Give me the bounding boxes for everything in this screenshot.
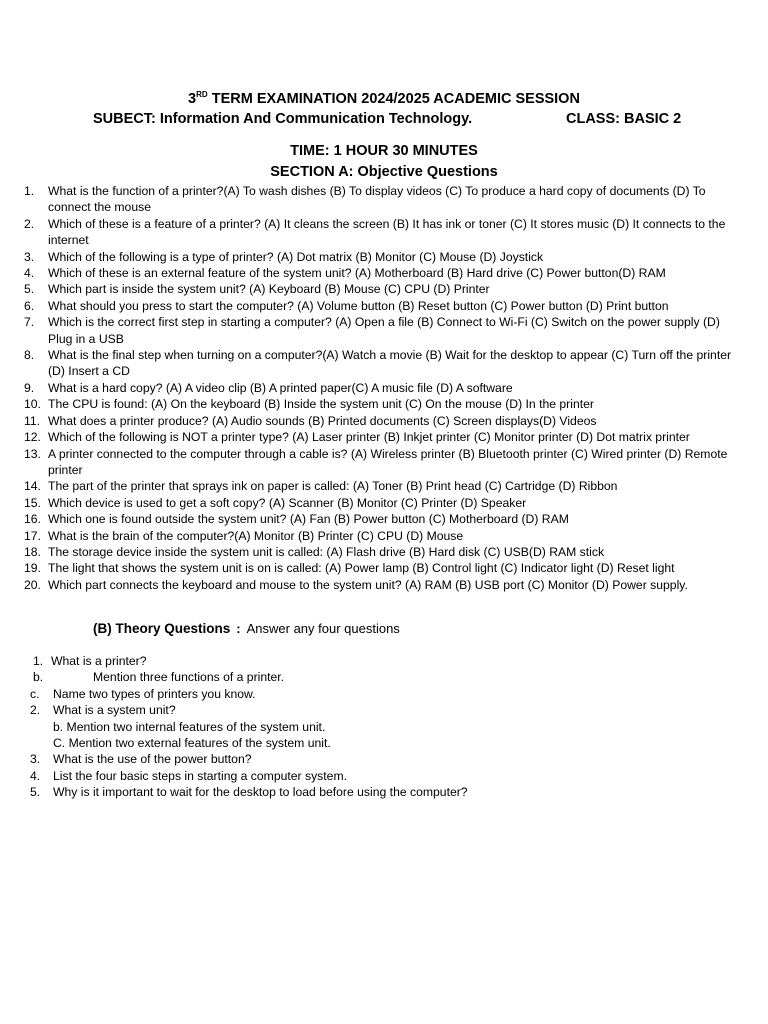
theory-text: What is a printer? <box>51 654 147 668</box>
objective-question-list <box>0 183 740 593</box>
question-text: What does a printer produce? (A) Audio sounds (B) Printed documents (C) Screen displays(D) Videos <box>48 413 597 428</box>
question-text: Which of the following is NOT a printer type? (A) Laser printer (B) Inkjet printer (C) Monitor printer (D) Dot matrix printer <box>48 430 690 445</box>
theory-question <box>0 719 740 735</box>
question-text: Which is the correct first step in starting a computer? (A) Open a file (B) Connect to Wi-Fi (C) Switch on the power supply (D) Plug in a USB <box>48 315 720 346</box>
theory-text: List the four basic steps in starting a computer system. <box>53 768 347 783</box>
time-label: TIME: 1 HOUR 30 MINUTES <box>290 143 478 159</box>
question-number: 2. <box>24 216 35 231</box>
theory-marker: 5. <box>30 785 41 800</box>
theory-text: Mention three functions of a printer. <box>93 670 285 685</box>
question-number: 10. <box>24 397 41 412</box>
question-text: The light that shows the system unit is on is called: (A) Power lamp (B) Control light (C) Indicator light (D) Reset light <box>48 561 675 576</box>
question-number: 1. <box>24 184 35 198</box>
subject-label: SUBECT: Information And Communication Technology. <box>93 111 473 127</box>
theory-text: Why is it important to wait for the desktop to load before using the computer? <box>53 785 468 800</box>
objective-question <box>0 249 740 265</box>
question-number: 9. <box>24 380 35 395</box>
theory-marker: 4. <box>30 768 41 783</box>
question-number: 19. <box>24 561 41 576</box>
question-text: What is the brain of the computer?(A) Monitor (B) Printer (C) CPU (D) Mouse <box>48 528 464 543</box>
objective-question <box>0 314 740 347</box>
objective-question <box>0 511 740 527</box>
section-a-heading: SECTION A: Objective Questions <box>270 164 498 180</box>
question-text: A printer connected to the computer through a cable is? (A) Wireless printer (B) Bluetooth printer (C) Wired printer (D) Remote printer <box>48 446 728 477</box>
title-superscript: RD <box>196 90 208 99</box>
question-text: Which one is found outside the system unit? (A) Fan (B) Power button (C) Motherboard (D) RAM <box>48 512 569 527</box>
question-number: 8. <box>24 348 35 363</box>
question-number: 4. <box>24 266 35 281</box>
title-ordinal: 3 <box>188 91 197 107</box>
theory-question <box>0 784 740 800</box>
question-text: Which device is used to get a soft copy? (A) Scanner (B) Monitor (C) Printer (D) Speaker <box>48 495 527 510</box>
objective-question <box>0 347 740 380</box>
question-text: Which part connects the keyboard and mouse to the system unit? (A) RAM (B) USB port (C) Monitor (D) Power supply. <box>48 577 688 592</box>
objective-question <box>0 544 740 560</box>
class-label: CLASS: BASIC 2 <box>566 111 682 127</box>
question-text: Which of these is a feature of a printer? (A) It cleans the screen (B) It has ink or toner (C) It stores music (D) It connects to the internet <box>48 216 726 248</box>
question-text: The part of the printer that sprays ink on paper is called: (A) Toner (B) Print head (C) Cartridge (D) Ribbon <box>48 479 618 494</box>
theory-question <box>0 686 740 702</box>
question-number: 11. <box>24 413 41 428</box>
objective-question <box>0 495 740 511</box>
theory-text: b. Mention two internal features of the system unit. <box>53 719 326 734</box>
theory-text: What is the use of the power button? <box>53 752 252 767</box>
question-number: 20. <box>24 577 41 592</box>
exam-title <box>0 90 768 107</box>
question-number: 14. <box>24 479 41 494</box>
theory-text: What is a system unit? <box>53 703 176 718</box>
objective-question <box>0 528 740 544</box>
objective-question <box>0 560 740 576</box>
objective-question <box>0 265 740 281</box>
theory-question-list <box>0 653 740 801</box>
theory-text: Name two types of printers you know. <box>53 686 256 701</box>
question-number: 12. <box>24 430 41 445</box>
question-number: 7. <box>24 315 35 330</box>
question-text: What is the final step when turning on a computer?(A) Watch a movie (B) Wait for the desktop to appear (C) Turn off the printer (D) Insert a CD <box>48 348 732 379</box>
question-text: The storage device inside the system unit is called: (A) Flash drive (B) Hard disk (C) USB(D) RAM stick <box>48 544 605 559</box>
objective-question <box>0 298 740 314</box>
objective-question <box>0 478 740 494</box>
objective-question <box>0 446 740 479</box>
question-text: What is a hard copy? (A) A video clip (B) A printed paper(C) A music file (D) A software <box>48 380 513 395</box>
theory-heading <box>93 621 400 636</box>
theory-question <box>0 669 740 685</box>
question-number: 3. <box>24 249 35 264</box>
question-number: 13. <box>24 446 41 461</box>
theory-question <box>0 751 740 767</box>
theory-question <box>0 653 740 669</box>
question-text: What is the function of a printer?(A) To wash dishes (B) To display videos (C) To produce a hard copy of documents (D) To connect the mouse <box>48 184 706 215</box>
question-text: Which part is inside the system unit? (A) Keyboard (B) Mouse (C) CPU (D) Printer <box>48 282 490 297</box>
objective-question <box>0 577 740 593</box>
question-number: 6. <box>24 298 35 313</box>
title-text: TERM EXAMINATION 2024/2025 ACADEMIC SESSION <box>207 91 580 107</box>
theory-instruction: Answer any four questions <box>246 621 400 636</box>
question-text: Which of these is an external feature of the system unit? (A) Motherboard (B) Hard drive (C) Power button(D) RAM <box>48 266 666 281</box>
theory-marker: 2. <box>30 703 41 718</box>
question-text: What should you press to start the computer? (A) Volume button (B) Reset button (C) Power button (D) Print button <box>48 298 669 313</box>
question-number: 15. <box>24 495 41 510</box>
theory-marker: c. <box>30 686 40 701</box>
theory-question <box>0 735 740 751</box>
subject-line <box>0 111 768 127</box>
theory-title: (B) Theory Questions <box>93 621 231 636</box>
question-text: The CPU is found: (A) On the keyboard (B) Inside the system unit (C) On the mouse (D) In the printer <box>48 397 594 412</box>
question-number: 16. <box>24 512 41 527</box>
theory-marker: b. <box>33 670 44 685</box>
objective-question <box>0 429 740 445</box>
theory-separator: : <box>236 621 241 636</box>
theory-marker: 3. <box>30 752 41 767</box>
objective-question <box>0 413 740 429</box>
objective-question <box>0 380 740 396</box>
question-number: 18. <box>24 544 41 559</box>
theory-question <box>0 768 740 784</box>
objective-question <box>0 396 740 412</box>
question-number: 5. <box>24 282 35 297</box>
question-number: 17. <box>24 528 41 543</box>
objective-question <box>0 183 740 216</box>
question-text: Which of the following is a type of printer? (A) Dot matrix (B) Monitor (C) Mouse (D) Joystick <box>48 249 544 264</box>
objective-question <box>0 281 740 297</box>
objective-question <box>0 216 740 249</box>
theory-text: C. Mention two external features of the system unit. <box>53 735 331 750</box>
theory-marker: 1. <box>33 654 44 668</box>
theory-question <box>0 702 740 718</box>
